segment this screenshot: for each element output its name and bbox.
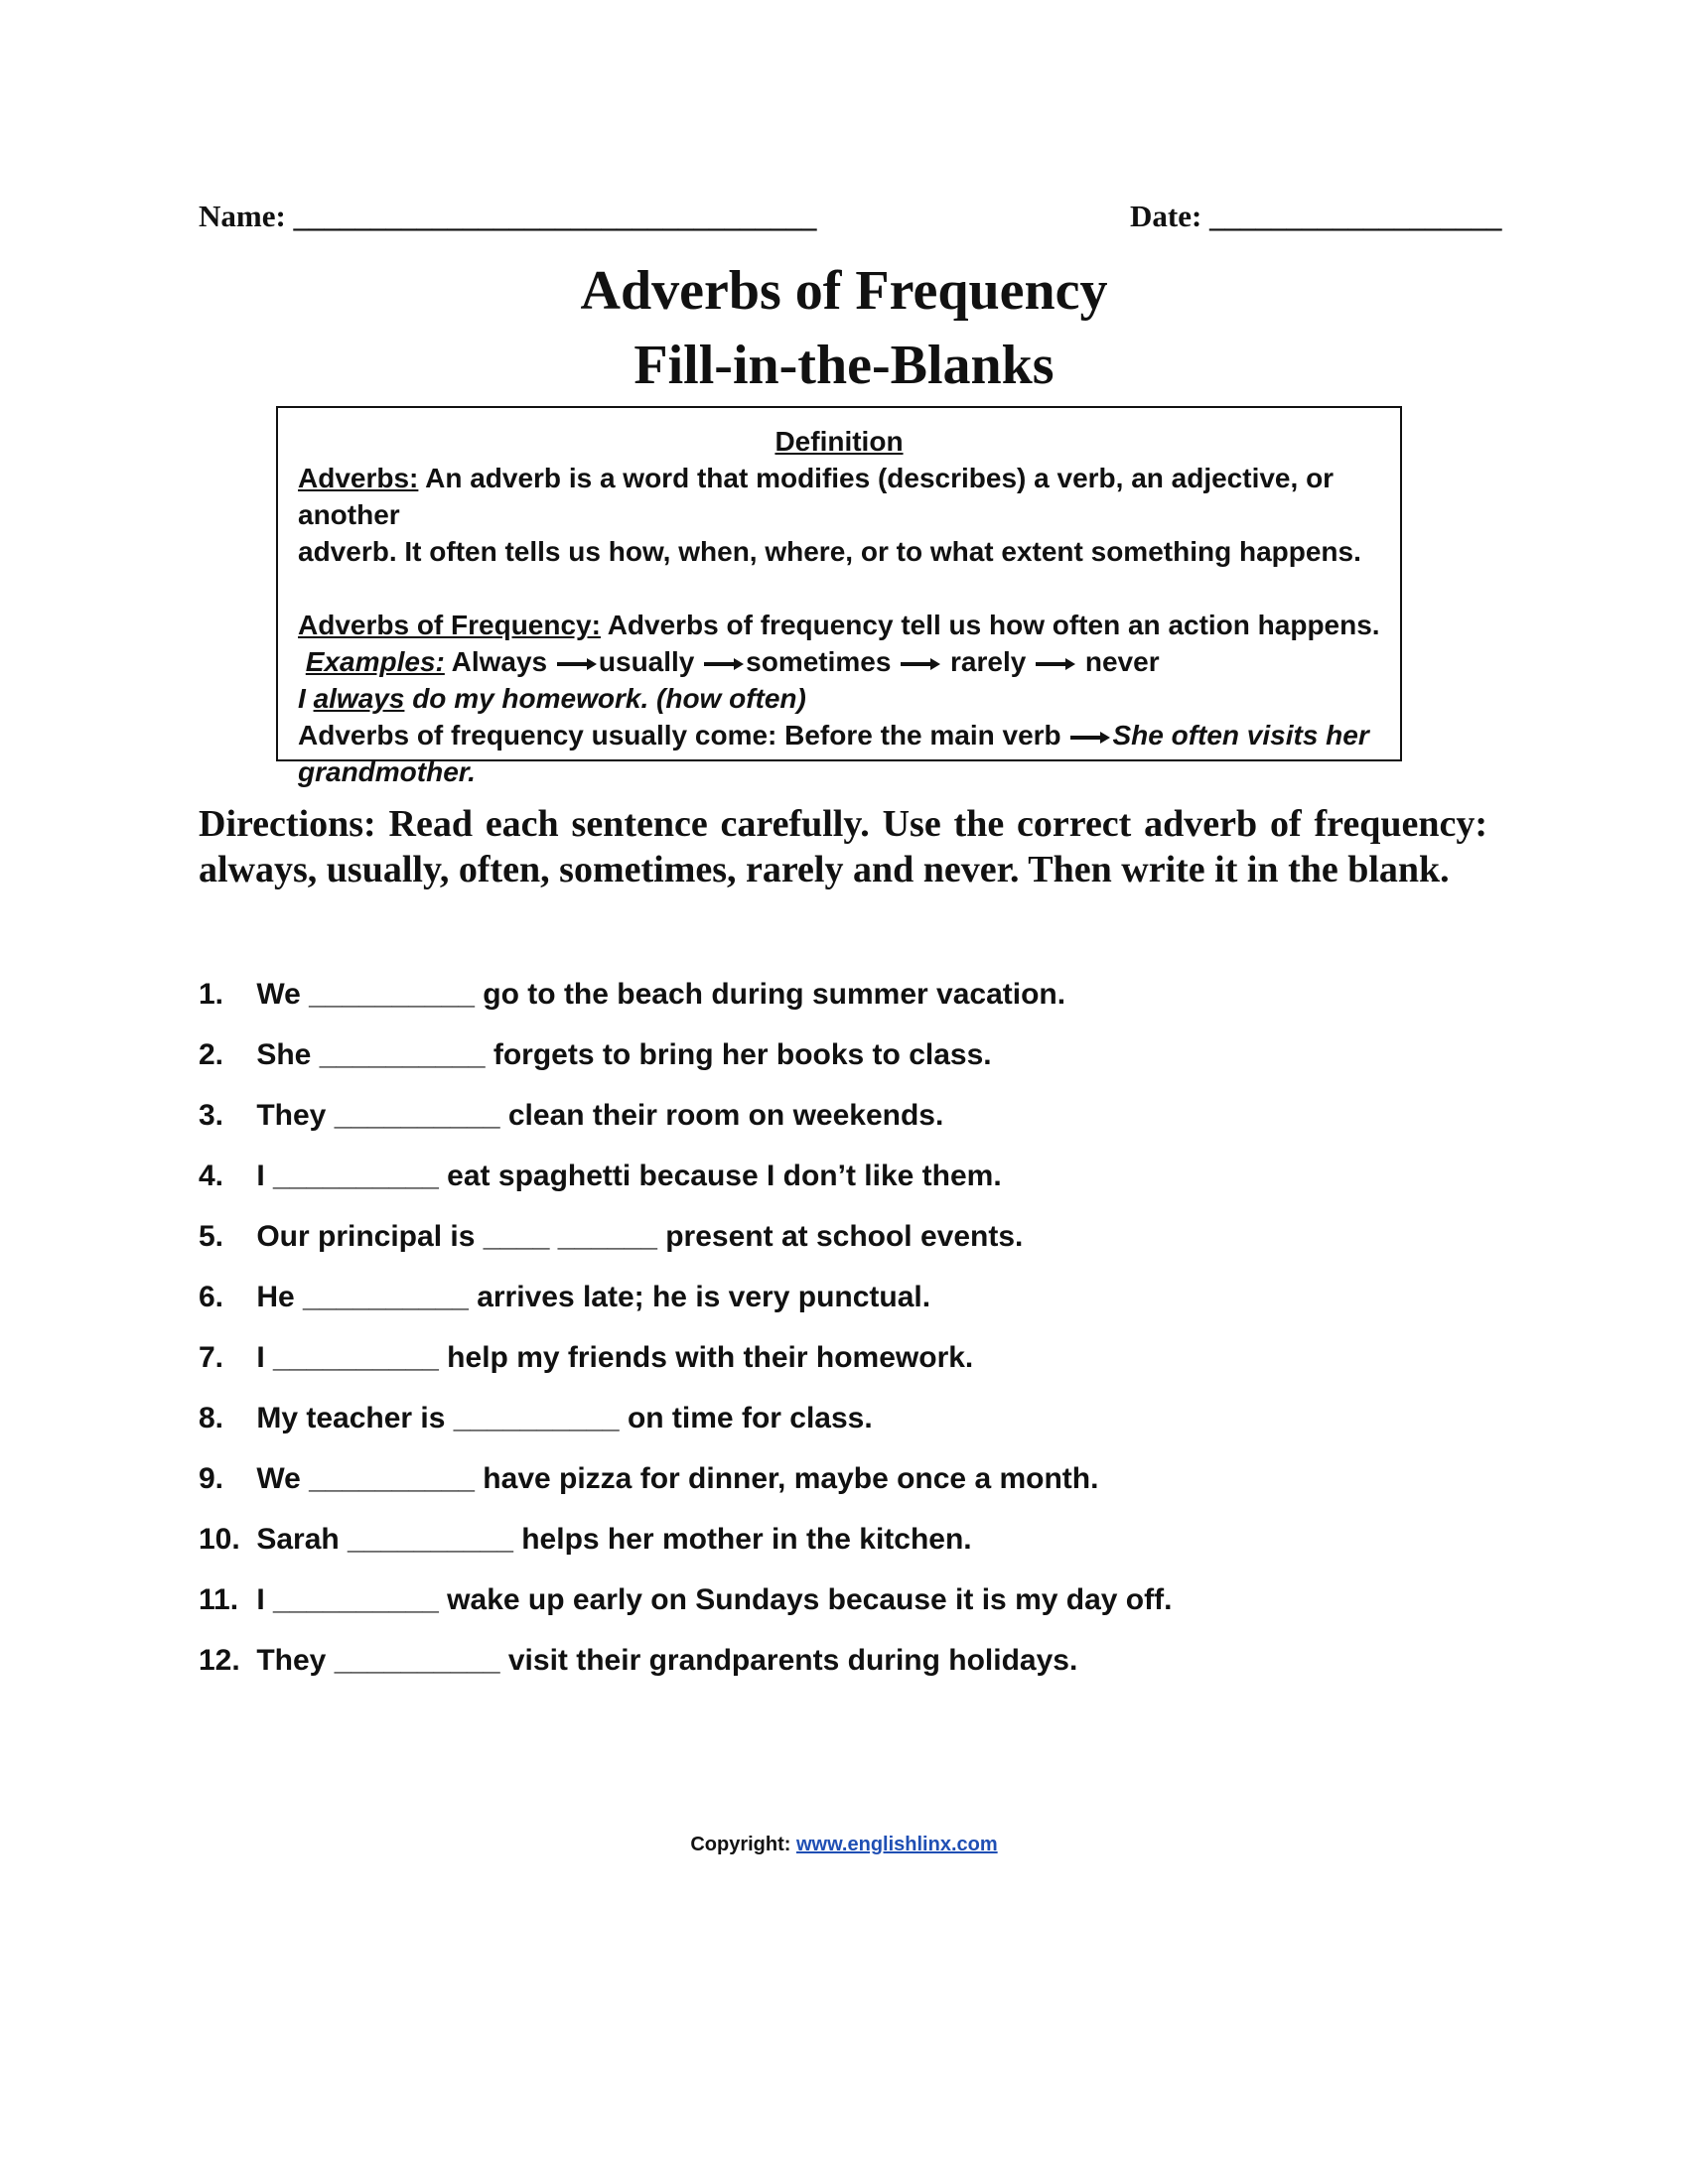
question-number: 2. [199, 1038, 224, 1071]
question-item [199, 1399, 1489, 1459]
position-example-cont: grandmother. [298, 756, 476, 787]
example-word: usually [598, 646, 695, 677]
question-text[interactable]: They __________ visit their grandparents during holidays. [248, 1644, 1078, 1677]
position-line [298, 717, 1380, 753]
definition-heading: Definition [774, 426, 904, 457]
question-item [199, 1096, 1489, 1157]
question-item [199, 1278, 1489, 1338]
spacer [298, 570, 1380, 607]
question-item [199, 1035, 1489, 1096]
question-item [199, 1459, 1489, 1520]
question-text[interactable]: I __________ eat spaghetti because I don’t like them. [248, 1160, 1002, 1192]
adverbs-term: Adverbs: [298, 463, 419, 493]
examples-label: Examples: [305, 646, 445, 677]
question-text[interactable]: They __________ clean their room on weekends. [248, 1099, 944, 1132]
frequency-definition [298, 607, 1380, 643]
question-number: 3. [199, 1099, 224, 1132]
example-word: Always [451, 646, 548, 677]
question-number: 10. [199, 1523, 240, 1556]
directions: Directions: Read each sentence carefully. Use the correct adverb of frequency: always, usually, often, sometimes, rarely and never. Then write it in the blank. [199, 803, 1487, 890]
name-field[interactable]: Name: __________________________________ [199, 199, 817, 233]
question-text[interactable]: Our principal is ____ ______ present at school events. [248, 1220, 1024, 1253]
question-item [199, 1217, 1489, 1278]
question-text[interactable]: She __________ forgets to bring her books to class. [248, 1038, 992, 1071]
question-number: 5. [199, 1220, 224, 1253]
example-sentence [298, 680, 1380, 717]
question-item [199, 975, 1489, 1035]
question-number: 12. [199, 1644, 240, 1677]
copyright [0, 1834, 1688, 1856]
position-example: She often visits her [1112, 720, 1369, 751]
question-text[interactable]: My teacher is __________ on time for class. [248, 1402, 873, 1434]
definition-box [276, 406, 1402, 787]
question-number: 4. [199, 1160, 224, 1192]
right-arrow-icon [557, 658, 597, 670]
question-number: 7. [199, 1341, 224, 1374]
question-item [199, 1580, 1489, 1641]
question-text[interactable]: Sarah __________ helps her mother in the kitchen. [248, 1523, 972, 1556]
right-arrow-icon [1070, 732, 1110, 744]
question-number: 11. [199, 1583, 239, 1616]
question-number: 1. [199, 978, 224, 1011]
example-word: rarely [950, 646, 1027, 677]
question-number: 9. [199, 1462, 224, 1495]
question-item [199, 1338, 1489, 1399]
example-word: sometimes [746, 646, 892, 677]
question-text[interactable]: We __________ have pizza for dinner, maybe once a month. [248, 1462, 1099, 1495]
examples-line [298, 643, 1380, 680]
adverbs-text-1: An adverb is a word that modifies (describes) a verb, an adjective, or another [298, 463, 1335, 530]
question-text[interactable]: I __________ help my friends with their homework. [248, 1341, 974, 1374]
example-sentence-post: do my homework. (how often) [404, 683, 806, 714]
frequency-term: Adverbs of Frequency: [298, 610, 601, 640]
question-item [199, 1641, 1489, 1702]
question-list [199, 975, 1489, 1702]
adverbs-definition [298, 460, 1380, 533]
example-sentence-word: always [313, 683, 405, 714]
question-number: 6. [199, 1281, 224, 1313]
position-text: Adverbs of frequency usually come: Before the main verb [298, 720, 1061, 751]
right-arrow-icon [901, 658, 940, 670]
question-text[interactable]: I __________ wake up early on Sundays because it is my day off. [248, 1583, 1173, 1616]
page-subtitle: Fill-in-the-Blanks [633, 335, 1055, 396]
page-title: Adverbs of Frequency [580, 260, 1108, 322]
example-word: never [1084, 646, 1160, 677]
question-number: 8. [199, 1402, 224, 1434]
header-row [199, 199, 1502, 238]
copyright-label: Copyright: [690, 1834, 796, 1855]
right-arrow-icon [1036, 658, 1075, 670]
copyright-link[interactable]: www.englishlinx.com [796, 1834, 998, 1855]
adverbs-text-2: adverb. It often tells us how, when, where, or to what extent something happens. [298, 536, 1361, 567]
date-field[interactable]: Date: ___________________ [1130, 199, 1502, 233]
example-sentence-pre: I [298, 683, 314, 714]
question-text[interactable]: We __________ go to the beach during summer vacation. [248, 978, 1066, 1011]
question-item [199, 1157, 1489, 1217]
question-item [199, 1520, 1489, 1580]
frequency-text: Adverbs of frequency tell us how often an action happens. [600, 610, 1380, 640]
right-arrow-icon [704, 658, 744, 670]
question-text[interactable]: He __________ arrives late; he is very punctual. [248, 1281, 931, 1313]
